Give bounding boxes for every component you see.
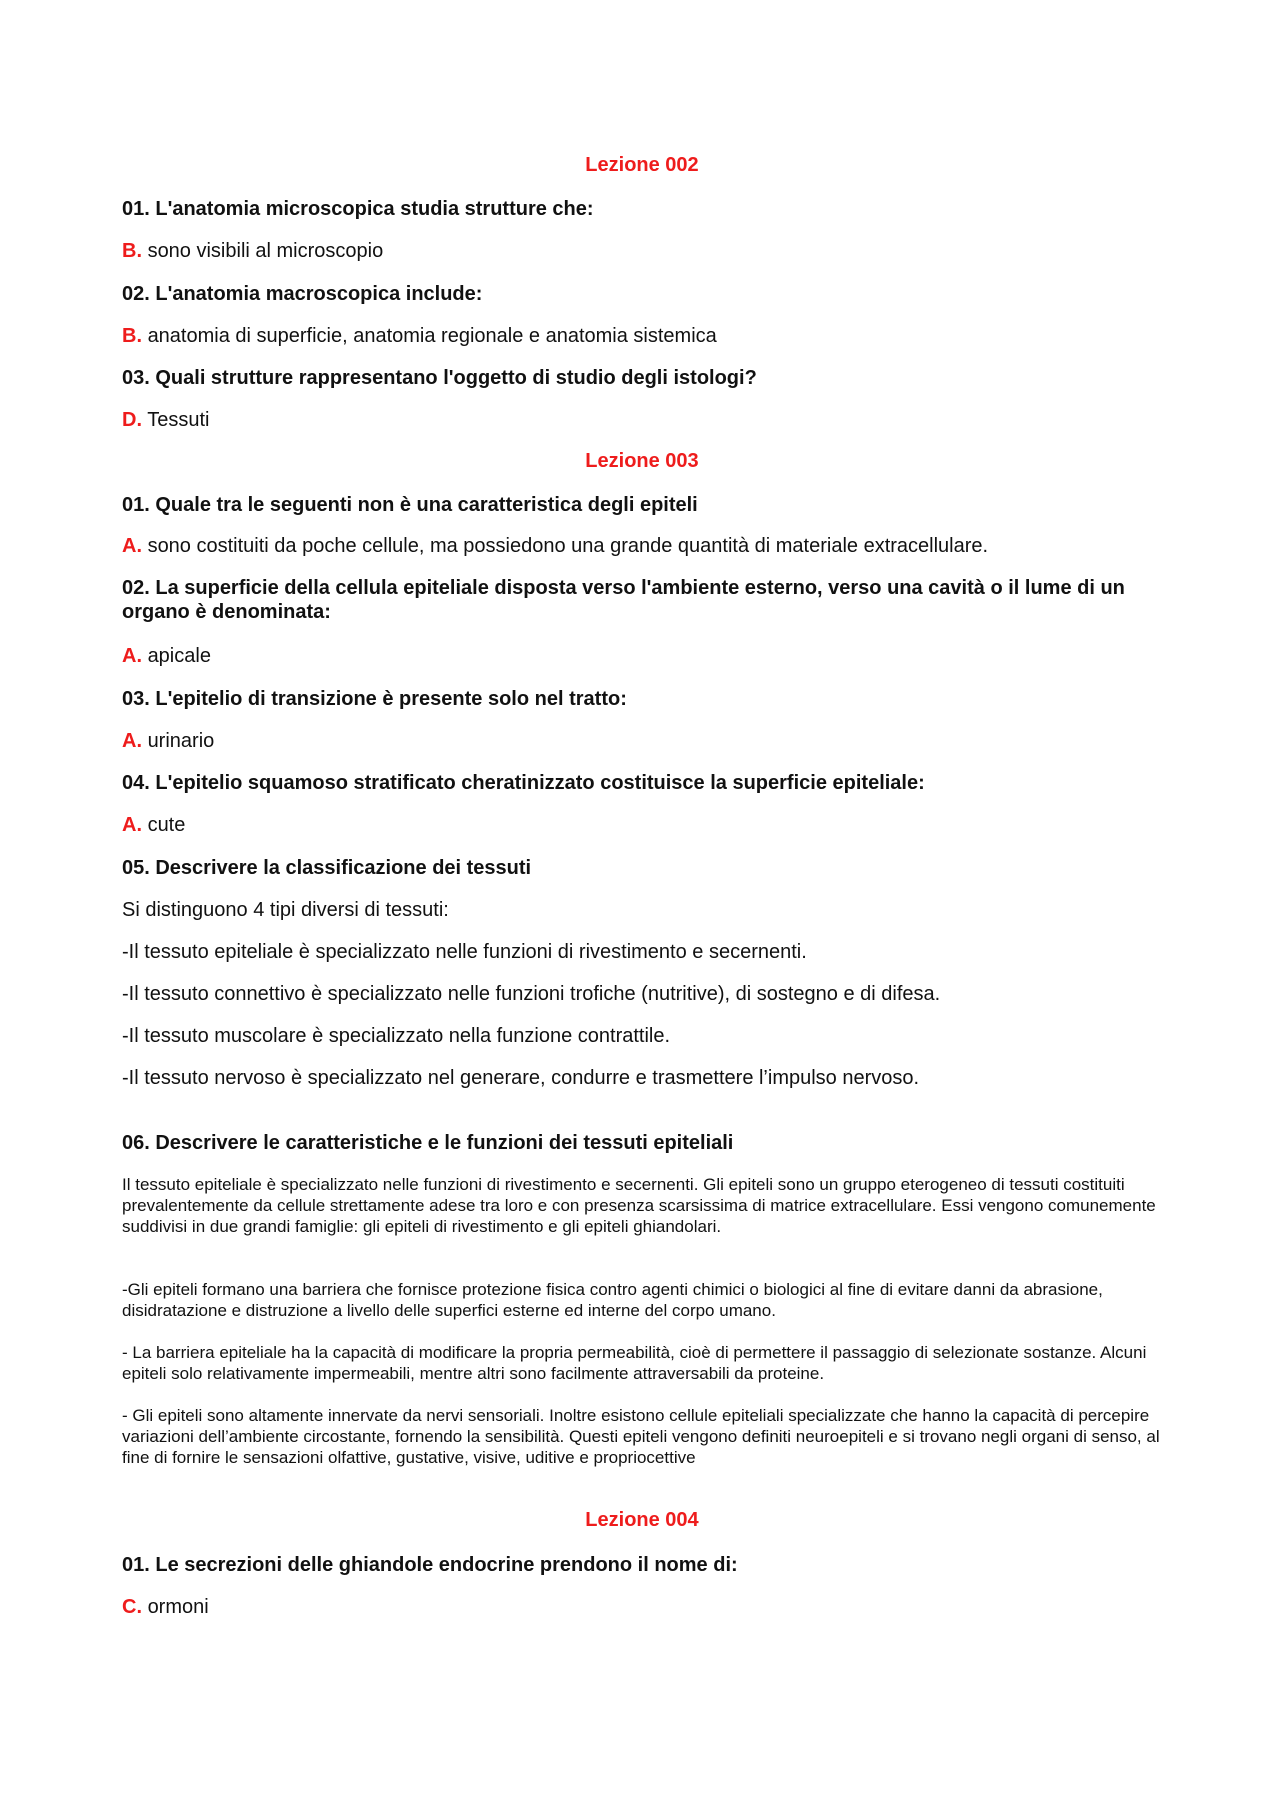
- answer-paragraph: Il tessuto epiteliale è specializzato nelle funzioni di rivestimento e secernenti. Gli epiteli sono un gruppo eterogeneo di tessuti costituiti prevalentemente da cellule strettamente adese tra loro e con presenza scarsissima di matrice extracellulare. Essi vengono comunemente suddivisi in due grandi famiglie: gli epiteli di rivestimento e gli epiteli ghiandolari.: [122, 1175, 1156, 1236]
- answer-text: anatomia di superficie, anatomia regionale e anatomia sistemica: [147, 325, 717, 347]
- answer-text: apicale: [147, 645, 211, 667]
- answer-text-line: -Il tessuto muscolare è specializzato nella funzione contrattile.: [122, 1025, 671, 1047]
- answer: [122, 1595, 1162, 1619]
- answer: [122, 644, 1162, 668]
- answer: [122, 729, 1162, 753]
- answer: [122, 239, 1162, 263]
- answer-text: ormoni: [147, 1596, 209, 1618]
- answer-text: urinario: [147, 730, 215, 752]
- answer-letter: B.: [122, 325, 142, 347]
- answer-paragraph: - La barriera epiteliale ha la capacità di modificare la propria permeabilità, cioè di permettere il passaggio di selezionate sostanze. Alcuni epiteli solo relativamente impermeabili, mentre altri sono facilmente attraversabili da proteine.: [122, 1343, 1147, 1383]
- answer-paragraph: - Gli epiteli sono altamente innervate da nervi sensoriali. Inoltre esistono cellule epiteliali specializzate che hanno la capacità di percepire variazioni dell’ambiente circostante, fornendo la sensibilità. Questi epiteli vengono definiti neuroepiteli e si trovano negli organi di senso, al fine di fornire le sensazioni olfattive, gustative, visive, uditive e propriocettive: [122, 1406, 1160, 1467]
- answer-text: Tessuti: [147, 409, 210, 431]
- question: 02. La superficie della cellula epiteliale disposta verso l'ambiente esterno, verso una cavità o il lume di un organo è denominata:: [122, 577, 1125, 623]
- lesson-title: Lezione 002: [585, 154, 699, 176]
- answer-letter: A.: [122, 814, 142, 836]
- answer-letter: D.: [122, 409, 142, 431]
- answer-letter: C.: [122, 1596, 142, 1618]
- answer: [122, 534, 1162, 558]
- answer-paragraph: -Gli epiteli formano una barriera che fornisce protezione fisica contro agenti chimici o biologici al fine di evitare danni da abrasione, disidratazione e distruzione a livello delle superfici esterne ed interne del corpo umano.: [122, 1280, 1103, 1320]
- answer: [122, 324, 1162, 348]
- lesson-title: Lezione 003: [585, 450, 699, 472]
- answer-text: sono costituiti da poche cellule, ma possiedono una grande quantità di materiale extracellulare.: [147, 535, 989, 557]
- answer-text-line: -Il tessuto epiteliale è specializzato nelle funzioni di rivestimento e secernenti.: [122, 941, 807, 963]
- answer-letter: A.: [122, 535, 142, 557]
- question: 01. Le secrezioni delle ghiandole endocrine prendono il nome di:: [122, 1554, 738, 1576]
- question: 06. Descrivere le caratteristiche e le funzioni dei tessuti epiteliali: [122, 1132, 734, 1154]
- question: 03. Quali strutture rappresentano l'oggetto di studio degli istologi?: [122, 367, 757, 389]
- answer: [122, 408, 1162, 432]
- answer: [122, 813, 1162, 837]
- answer-text-line: Si distinguono 4 tipi diversi di tessuti:: [122, 899, 449, 921]
- answer-text-line: -Il tessuto nervoso è specializzato nel generare, condurre e trasmettere l’impulso nervoso.: [122, 1067, 920, 1089]
- question: 01. Quale tra le seguenti non è una caratteristica degli epiteli: [122, 494, 698, 516]
- answer-letter: B.: [122, 240, 142, 262]
- question: 02. L'anatomia macroscopica include:: [122, 283, 483, 305]
- answer-text-line: -Il tessuto connettivo è specializzato nelle funzioni trofiche (nutritive), di sostegno e di difesa.: [122, 983, 941, 1005]
- question: 04. L'epitelio squamoso stratificato cheratinizzato costituisce la superficie epiteliale:: [122, 772, 925, 794]
- answer-text: sono visibili al microscopio: [147, 240, 384, 262]
- lesson-title: Lezione 004: [585, 1509, 699, 1531]
- question: 05. Descrivere la classificazione dei tessuti: [122, 857, 532, 879]
- answer-letter: A.: [122, 645, 142, 667]
- answer-text: cute: [147, 814, 186, 836]
- answer-letter: A.: [122, 730, 142, 752]
- question: 01. L'anatomia microscopica studia strutture che:: [122, 198, 594, 220]
- question: 03. L'epitelio di transizione è presente solo nel tratto:: [122, 688, 627, 710]
